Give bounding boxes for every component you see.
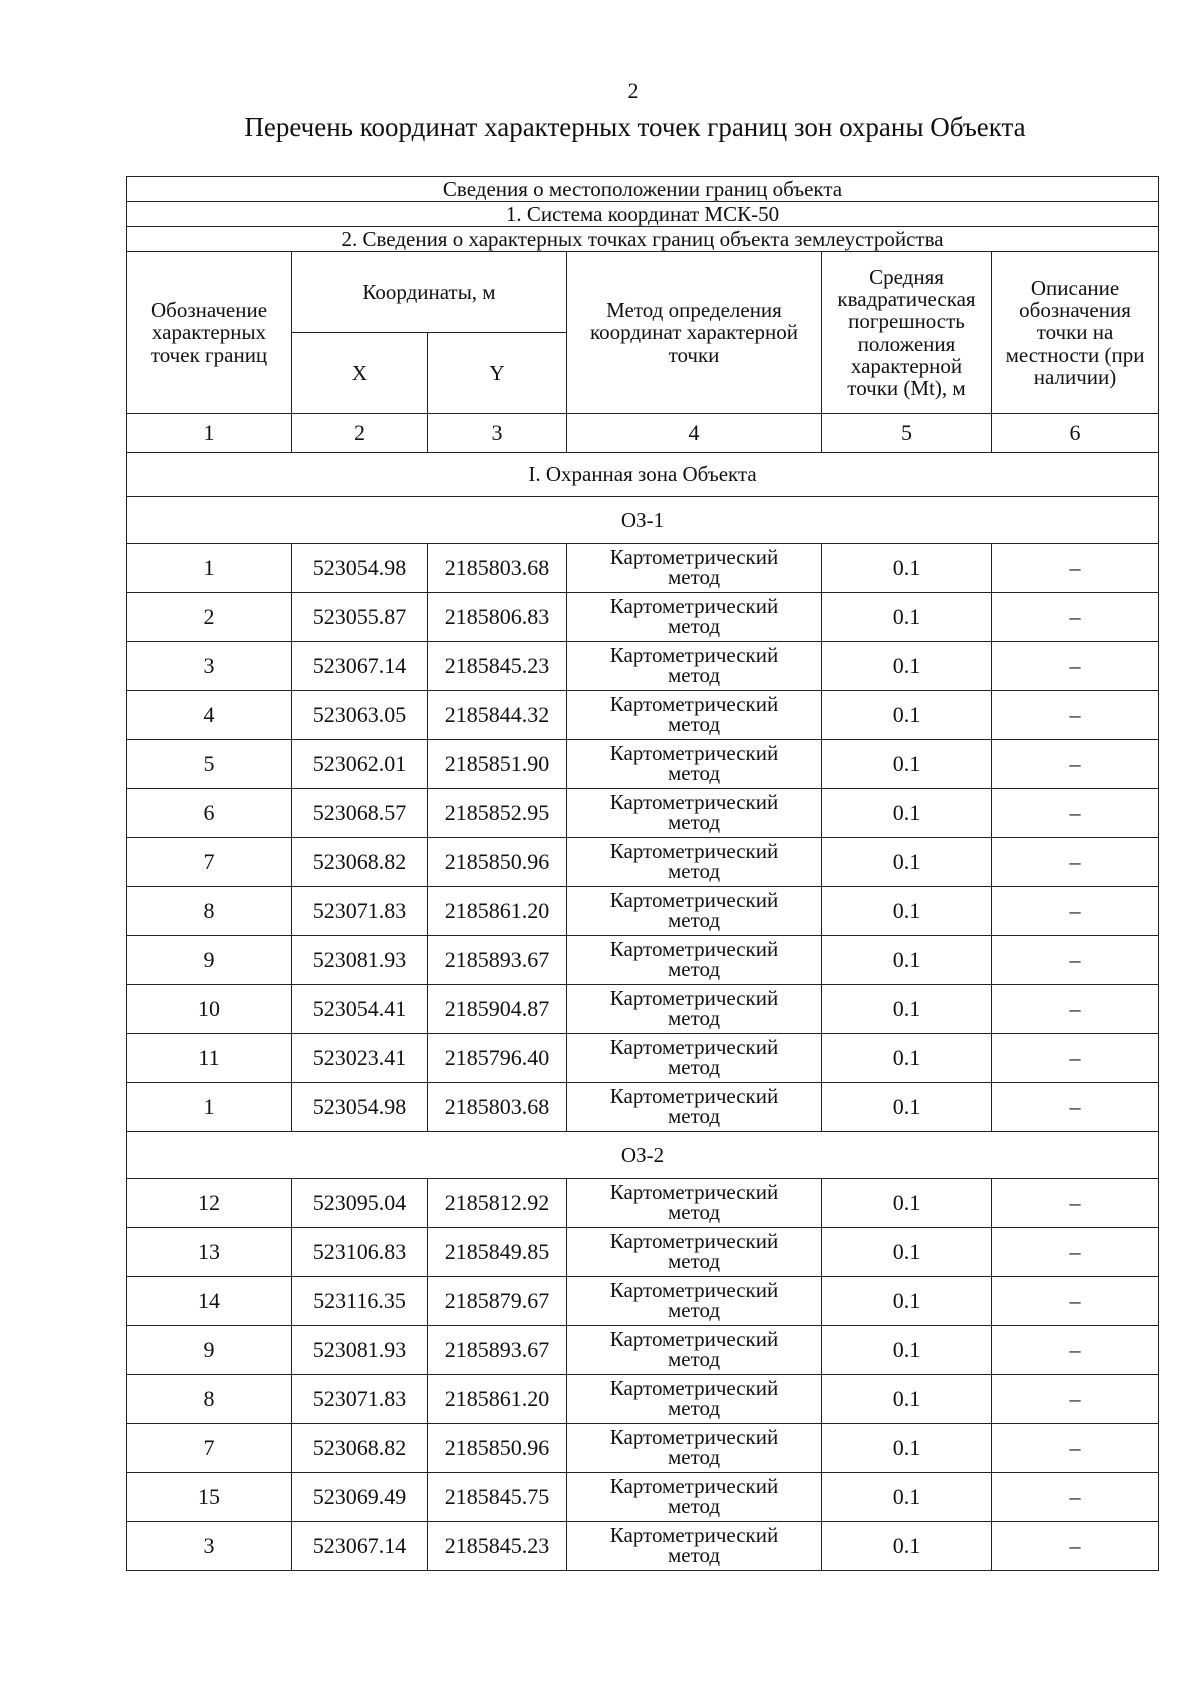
table-row xyxy=(127,593,1159,642)
mean-square-error: 0.1 xyxy=(822,1277,992,1326)
table-row xyxy=(127,740,1159,789)
method-cell xyxy=(567,1375,822,1424)
mean-square-error: 0.1 xyxy=(822,1228,992,1277)
point-designation: 12 xyxy=(127,1179,292,1228)
method-text-line2: метод xyxy=(667,1543,721,1567)
point-designation: 8 xyxy=(127,887,292,936)
point-designation: 11 xyxy=(127,1034,292,1083)
column-number: 1 xyxy=(127,414,292,453)
coordinate-x: 523071.83 xyxy=(292,887,428,936)
mean-square-error: 0.1 xyxy=(822,593,992,642)
table-row xyxy=(127,1375,1159,1424)
coordinate-y: 2185803.68 xyxy=(428,544,567,593)
point-designation: 3 xyxy=(127,642,292,691)
section-title: I. Охранная зона Объекта xyxy=(127,453,1159,497)
method-text-line2: метод xyxy=(667,957,721,981)
point-description: – xyxy=(992,544,1159,593)
mean-square-error: 0.1 xyxy=(822,1326,992,1375)
column-number: 3 xyxy=(428,414,567,453)
header-method: Метод определения координат характерной точки xyxy=(567,252,822,414)
coordinate-y: 2185796.40 xyxy=(428,1034,567,1083)
mean-square-error: 0.1 xyxy=(822,789,992,838)
info-row xyxy=(127,177,1159,202)
coordinate-x: 523067.14 xyxy=(292,1522,428,1571)
header-y: Y xyxy=(428,333,567,414)
method-cell xyxy=(567,593,822,642)
table-row xyxy=(127,1522,1159,1571)
coordinate-y: 2185844.32 xyxy=(428,691,567,740)
table-row xyxy=(127,887,1159,936)
point-designation: 9 xyxy=(127,1326,292,1375)
point-designation: 13 xyxy=(127,1228,292,1277)
method-text-line2: метод xyxy=(667,1494,721,1518)
mean-square-error: 0.1 xyxy=(822,740,992,789)
method-text-line2: метод xyxy=(667,1200,721,1224)
method-cell xyxy=(567,838,822,887)
coordinate-y: 2185904.87 xyxy=(428,985,567,1034)
point-designation: 6 xyxy=(127,789,292,838)
point-description: – xyxy=(992,789,1159,838)
mean-square-error: 0.1 xyxy=(822,1522,992,1571)
method-text-line1: Картометрический xyxy=(609,1229,779,1254)
table-row xyxy=(127,1083,1159,1132)
table-row xyxy=(127,1034,1159,1083)
method-text-line2: метод xyxy=(667,1445,721,1469)
point-description: – xyxy=(992,985,1159,1034)
table-row xyxy=(127,1179,1159,1228)
coordinate-x: 523081.93 xyxy=(292,936,428,985)
method-cell xyxy=(567,1083,822,1132)
point-designation: 2 xyxy=(127,593,292,642)
point-description: – xyxy=(992,887,1159,936)
point-description: – xyxy=(992,1375,1159,1424)
method-text-line2: метод xyxy=(667,761,721,785)
coordinate-x: 523054.98 xyxy=(292,544,428,593)
method-text-line1: Картометрический xyxy=(609,888,779,913)
mean-square-error: 0.1 xyxy=(822,1375,992,1424)
coordinate-x: 523095.04 xyxy=(292,1179,428,1228)
coordinate-x: 523063.05 xyxy=(292,691,428,740)
point-description: – xyxy=(992,1326,1159,1375)
coordinates-table-body xyxy=(127,177,1159,1571)
method-text-line1: Картометрический xyxy=(609,986,779,1011)
column-number: 5 xyxy=(822,414,992,453)
table-row xyxy=(127,1277,1159,1326)
method-text-line2: метод xyxy=(667,1104,721,1128)
point-description: – xyxy=(992,1473,1159,1522)
mean-square-error: 0.1 xyxy=(822,1083,992,1132)
method-cell xyxy=(567,1473,822,1522)
coordinate-x: 523116.35 xyxy=(292,1277,428,1326)
method-cell xyxy=(567,1326,822,1375)
column-number-row xyxy=(127,414,1159,453)
point-designation: 9 xyxy=(127,936,292,985)
header-error: Средняя квадратическая погрешность положения характерной точки (Mt), м xyxy=(822,252,992,414)
mean-square-error: 0.1 xyxy=(822,838,992,887)
mean-square-error: 0.1 xyxy=(822,1424,992,1473)
info-characteristic-points: 2. Сведения о характерных точках границ объекта землеустройства xyxy=(127,227,1159,252)
table-row xyxy=(127,838,1159,887)
method-text-line2: метод xyxy=(667,1249,721,1273)
coordinate-x: 523081.93 xyxy=(292,1326,428,1375)
mean-square-error: 0.1 xyxy=(822,642,992,691)
point-designation: 14 xyxy=(127,1277,292,1326)
page-number: 2 xyxy=(627,78,639,103)
column-number: 6 xyxy=(992,414,1159,453)
point-description: – xyxy=(992,691,1159,740)
coordinates-table xyxy=(126,176,1159,1571)
method-text-line2: метод xyxy=(667,565,721,589)
coordinate-y: 2185879.67 xyxy=(428,1277,567,1326)
table-row xyxy=(127,789,1159,838)
table-row xyxy=(127,691,1159,740)
point-description: – xyxy=(992,1179,1159,1228)
coordinate-y: 2185803.68 xyxy=(428,1083,567,1132)
method-text-line2: метод xyxy=(667,1055,721,1079)
table-row xyxy=(127,1228,1159,1277)
table-row xyxy=(127,642,1159,691)
method-text-line1: Картометрический xyxy=(609,1523,779,1548)
point-description: – xyxy=(992,1522,1159,1571)
method-text-line2: метод xyxy=(667,614,721,638)
coordinate-y: 2185806.83 xyxy=(428,593,567,642)
point-designation: 10 xyxy=(127,985,292,1034)
coordinate-y: 2185861.20 xyxy=(428,887,567,936)
method-text-line1: Картометрический xyxy=(609,1035,779,1060)
method-text-line1: Картометрический xyxy=(609,839,779,864)
point-description: – xyxy=(992,1277,1159,1326)
point-designation: 7 xyxy=(127,838,292,887)
method-text-line2: метод xyxy=(667,1298,721,1322)
table-row xyxy=(127,544,1159,593)
point-description: – xyxy=(992,1034,1159,1083)
method-cell xyxy=(567,544,822,593)
point-description: – xyxy=(992,1228,1159,1277)
method-text-line2: метод xyxy=(667,663,721,687)
point-designation: 1 xyxy=(127,544,292,593)
header-x: X xyxy=(292,333,428,414)
coordinate-y: 2185852.95 xyxy=(428,789,567,838)
method-text-line1: Картометрический xyxy=(609,1327,779,1352)
column-number: 4 xyxy=(567,414,822,453)
coordinate-y: 2185845.75 xyxy=(428,1473,567,1522)
mean-square-error: 0.1 xyxy=(822,936,992,985)
mean-square-error: 0.1 xyxy=(822,1473,992,1522)
coordinate-x: 523071.83 xyxy=(292,1375,428,1424)
table-row xyxy=(127,1326,1159,1375)
point-designation: 3 xyxy=(127,1522,292,1571)
header-designation: Обозначение характерных точек границ xyxy=(127,252,292,414)
column-number: 2 xyxy=(292,414,428,453)
coordinate-x: 523054.98 xyxy=(292,1083,428,1132)
coordinate-y: 2185850.96 xyxy=(428,838,567,887)
mean-square-error: 0.1 xyxy=(822,985,992,1034)
zone-name: ОЗ-1 xyxy=(127,497,1159,544)
coordinate-x: 523106.83 xyxy=(292,1228,428,1277)
table-row xyxy=(127,1424,1159,1473)
mean-square-error: 0.1 xyxy=(822,691,992,740)
method-text-line2: метод xyxy=(667,810,721,834)
method-text-line1: Картометрический xyxy=(609,643,779,668)
info-row xyxy=(127,227,1159,252)
method-text-line2: метод xyxy=(667,1347,721,1371)
coordinate-x: 523068.57 xyxy=(292,789,428,838)
method-cell xyxy=(567,1424,822,1473)
coordinate-x: 523068.82 xyxy=(292,1424,428,1473)
coordinate-x: 523067.14 xyxy=(292,642,428,691)
zone-row xyxy=(127,1132,1159,1179)
point-description: – xyxy=(992,838,1159,887)
mean-square-error: 0.1 xyxy=(822,1034,992,1083)
method-text-line1: Картометрический xyxy=(609,545,779,570)
method-text-line2: метод xyxy=(667,712,721,736)
point-description: – xyxy=(992,740,1159,789)
section-row xyxy=(127,453,1159,497)
coordinate-y: 2185861.20 xyxy=(428,1375,567,1424)
method-cell xyxy=(567,887,822,936)
coordinate-y: 2185893.67 xyxy=(428,1326,567,1375)
coordinate-y: 2185849.85 xyxy=(428,1228,567,1277)
coordinate-y: 2185893.67 xyxy=(428,936,567,985)
point-designation: 8 xyxy=(127,1375,292,1424)
info-coordinate-system: 1. Система координат МСК-50 xyxy=(127,202,1159,227)
table-row xyxy=(127,985,1159,1034)
header-coordinates: Координаты, м xyxy=(292,252,567,333)
method-text-line1: Картометрический xyxy=(609,1278,779,1303)
point-designation: 4 xyxy=(127,691,292,740)
coordinate-x: 523062.01 xyxy=(292,740,428,789)
method-cell xyxy=(567,985,822,1034)
method-cell xyxy=(567,1179,822,1228)
coordinate-y: 2185845.23 xyxy=(428,1522,567,1571)
zone-name: ОЗ-2 xyxy=(127,1132,1159,1179)
header-row xyxy=(127,252,1159,333)
method-cell xyxy=(567,789,822,838)
method-text-line2: метод xyxy=(667,1006,721,1030)
method-text-line1: Картометрический xyxy=(609,594,779,619)
coordinate-x: 523023.41 xyxy=(292,1034,428,1083)
method-cell xyxy=(567,1277,822,1326)
method-text-line1: Картометрический xyxy=(609,692,779,717)
method-cell xyxy=(567,642,822,691)
method-text-line1: Картометрический xyxy=(609,1376,779,1401)
point-designation: 7 xyxy=(127,1424,292,1473)
header-description: Описание обозначения точки на местности (при наличии) xyxy=(992,252,1159,414)
point-description: – xyxy=(992,1424,1159,1473)
table-row xyxy=(127,1473,1159,1522)
method-cell xyxy=(567,691,822,740)
method-text-line1: Картометрический xyxy=(609,741,779,766)
point-description: – xyxy=(992,936,1159,985)
point-designation: 1 xyxy=(127,1083,292,1132)
coordinate-y: 2185850.96 xyxy=(428,1424,567,1473)
coordinate-y: 2185851.90 xyxy=(428,740,567,789)
zone-row xyxy=(127,497,1159,544)
info-location-header: Сведения о местоположении границ объекта xyxy=(127,177,1159,202)
method-cell xyxy=(567,1034,822,1083)
coordinate-x: 523054.41 xyxy=(292,985,428,1034)
point-description: – xyxy=(992,1083,1159,1132)
table-row xyxy=(127,936,1159,985)
document-title: Перечень координат характерных точек границ зон охраны Объекта xyxy=(244,112,1026,142)
mean-square-error: 0.1 xyxy=(822,887,992,936)
method-text-line1: Картометрический xyxy=(609,790,779,815)
method-text-line1: Картометрический xyxy=(609,1084,779,1109)
mean-square-error: 0.1 xyxy=(822,1179,992,1228)
method-text-line1: Картометрический xyxy=(609,1474,779,1499)
coordinate-x: 523055.87 xyxy=(292,593,428,642)
method-text-line2: метод xyxy=(667,1396,721,1420)
mean-square-error: 0.1 xyxy=(822,544,992,593)
method-text-line1: Картометрический xyxy=(609,937,779,962)
coordinate-x: 523068.82 xyxy=(292,838,428,887)
info-row xyxy=(127,202,1159,227)
coordinate-y: 2185812.92 xyxy=(428,1179,567,1228)
coordinate-y: 2185845.23 xyxy=(428,642,567,691)
coordinate-x: 523069.49 xyxy=(292,1473,428,1522)
method-cell xyxy=(567,740,822,789)
method-cell xyxy=(567,936,822,985)
point-description: – xyxy=(992,593,1159,642)
method-text-line1: Картометрический xyxy=(609,1425,779,1450)
point-description: – xyxy=(992,642,1159,691)
method-text-line2: метод xyxy=(667,908,721,932)
method-cell xyxy=(567,1522,822,1571)
point-designation: 5 xyxy=(127,740,292,789)
point-designation: 15 xyxy=(127,1473,292,1522)
method-text-line2: метод xyxy=(667,859,721,883)
method-text-line1: Картометрический xyxy=(609,1180,779,1205)
method-cell xyxy=(567,1228,822,1277)
